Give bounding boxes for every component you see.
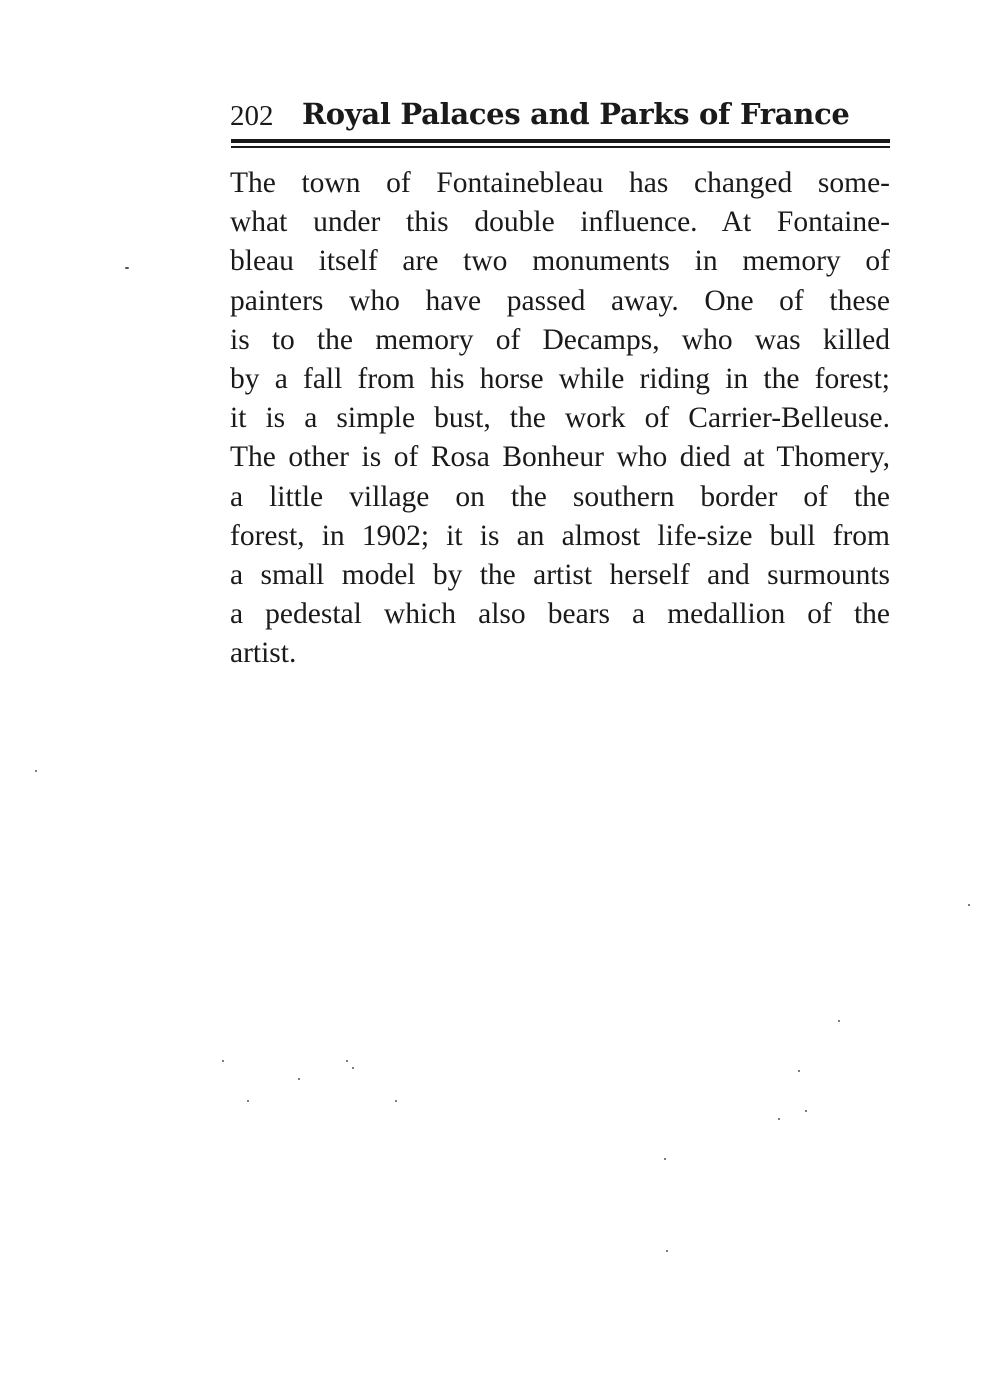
text-line: painters who have passed away. One of these <box>230 284 890 317</box>
scan-speck <box>346 1060 348 1062</box>
scan-speck <box>35 770 37 772</box>
scan-speck <box>664 1158 666 1160</box>
scan-speck <box>247 1100 249 1102</box>
text-line: a pedestal which also bears a medallion of the <box>230 598 890 631</box>
scan-speck <box>125 267 129 269</box>
scan-speck <box>805 1110 807 1112</box>
text-line: is to the memory of Decamps, who was killed <box>230 323 890 356</box>
scan-speck <box>222 1060 224 1062</box>
running-header <box>230 96 890 136</box>
running-title: Royal Palaces and Parks of France <box>302 97 850 131</box>
scan-speck <box>968 904 970 906</box>
scan-speck <box>798 1070 800 1072</box>
scan-speck <box>778 1118 780 1120</box>
body-paragraph <box>230 164 890 673</box>
page-number: 202 <box>230 100 274 132</box>
scan-speck <box>838 1020 840 1022</box>
text-line: a small model by the artist herself and surmounts <box>230 558 890 591</box>
scan-speck <box>298 1078 300 1080</box>
text-line: artist. <box>230 637 297 670</box>
header-rule-thick <box>231 139 890 143</box>
scan-speck <box>395 1100 397 1102</box>
text-line: forest, in 1902; it is an almost life-size bull from <box>230 519 890 552</box>
scan-speck <box>666 1250 668 1252</box>
text-line: The town of Fontainebleau has changed some- <box>230 167 890 199</box>
text-line: it is a simple bust, the work of Carrier-Belleuse. <box>230 402 890 435</box>
text-line: what under this double influence. At Fontaine- <box>230 206 890 239</box>
text-line: The other is of Rosa Bonheur who died at Thomery, <box>230 441 890 474</box>
scan-speck <box>352 1067 354 1069</box>
text-line: bleau itself are two monuments in memory of <box>230 245 890 278</box>
text-line: by a fall from his horse while riding in the forest; <box>230 362 890 395</box>
text-line: a little village on the southern border of the <box>230 480 890 513</box>
header-rule-thin <box>231 146 890 148</box>
